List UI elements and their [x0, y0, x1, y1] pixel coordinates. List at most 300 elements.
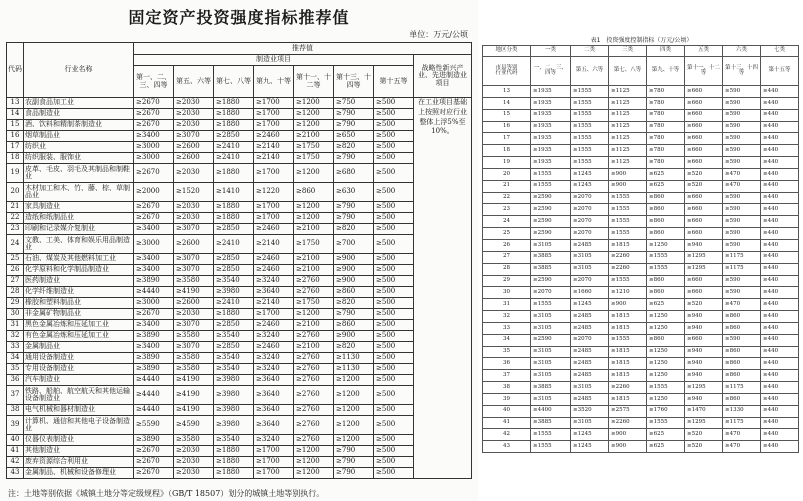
table-row: [483, 109, 799, 121]
class-value: ≥440: [761, 145, 799, 157]
header-class: 四类: [647, 46, 685, 57]
industry-name: 纺织服装、服饰业: [24, 153, 134, 164]
class-value: ≥1175: [723, 382, 761, 394]
header-class: 二类: [571, 46, 609, 57]
class-value: ≥940: [685, 358, 723, 370]
tier-value: ≥680: [334, 164, 374, 183]
class-value: ≥1935: [531, 109, 571, 121]
industry-code: 35: [483, 346, 531, 358]
tier-value: ≥3240: [254, 331, 294, 342]
tier-value: ≥2760: [294, 435, 334, 446]
class-value: ≥1815: [609, 346, 647, 358]
table-row: [483, 263, 799, 275]
tier-value: ≥4590: [174, 416, 214, 435]
industry-code: 14: [483, 97, 531, 109]
class-value: ≥860: [647, 204, 685, 216]
class-value: ≥1125: [609, 121, 647, 133]
industry-name: 汽车制造业: [24, 375, 134, 386]
tier-value: ≥2100: [294, 320, 334, 331]
tier-value: ≥1200: [294, 457, 334, 468]
tier-value: ≥4190: [174, 405, 214, 416]
class-value: ≥780: [647, 157, 685, 169]
class-value: ≥2070: [571, 334, 609, 346]
tier-value: ≥3980: [214, 287, 254, 298]
class-value: ≥2485: [571, 358, 609, 370]
industry-code: 40: [7, 435, 24, 446]
class-value: ≥470: [723, 441, 761, 453]
industry-code: 39: [483, 393, 531, 405]
tier-value: ≥2460: [254, 265, 294, 276]
table-row: [483, 168, 799, 180]
table-row: [7, 342, 472, 353]
tier-value: ≥2030: [174, 468, 214, 479]
table-row: [483, 204, 799, 216]
table-row: [483, 441, 799, 453]
class-value: ≥590: [723, 157, 761, 169]
tier-value: ≥700: [334, 235, 374, 254]
tier-value: ≥2760: [294, 375, 334, 386]
industry-code: 13: [7, 98, 24, 109]
class-value: ≥860: [647, 216, 685, 228]
industry-code: 20: [7, 183, 24, 202]
tier-value: ≥1700: [254, 309, 294, 320]
industry-name: 通用设备制造业: [24, 353, 134, 364]
class-value: ≥1125: [609, 133, 647, 145]
tier-value: ≥3070: [174, 224, 214, 235]
tier-value: ≥1880: [214, 98, 254, 109]
header-industry: 行业名称: [24, 43, 134, 98]
class-value: ≥520: [685, 168, 723, 180]
tier-value: ≥500: [374, 164, 414, 183]
table-row: [483, 216, 799, 228]
header-tier: 第十三、十四等: [334, 66, 374, 98]
tier-value: ≥1200: [294, 120, 334, 131]
class-value: ≥660: [685, 204, 723, 216]
class-value: ≥1125: [609, 157, 647, 169]
tier-value: ≥500: [374, 254, 414, 265]
class-value: ≥660: [685, 275, 723, 287]
tier-value: ≥3240: [254, 276, 294, 287]
class-value: ≥1815: [609, 311, 647, 323]
industry-name: 石油、煤炭及其他燃料加工业: [24, 254, 134, 265]
industry-name: 金属制品、机械和设备修理业: [24, 468, 134, 479]
industry-code: 14: [7, 109, 24, 120]
tier-value: ≥500: [374, 131, 414, 142]
class-value: ≥1250: [647, 346, 685, 358]
tier-value: ≥500: [374, 364, 414, 375]
industry-code: 26: [7, 265, 24, 276]
class-value: ≥440: [761, 216, 799, 228]
class-value: ≥900: [609, 180, 647, 192]
class-value: ≥1250: [647, 393, 685, 405]
class-value: ≥1555: [531, 168, 571, 180]
class-value: ≥1125: [609, 145, 647, 157]
control-index-body: [483, 86, 799, 453]
class-value: ≥940: [685, 239, 723, 251]
tier-value: ≥3580: [174, 276, 214, 287]
tier-value: ≥3070: [174, 320, 214, 331]
tier-value: ≥3240: [254, 364, 294, 375]
class-value: ≥1295: [685, 263, 723, 275]
class-value: ≥590: [723, 86, 761, 98]
tier-value: ≥3240: [254, 353, 294, 364]
tier-value: ≥1200: [294, 468, 334, 479]
industry-code: 29: [483, 275, 531, 287]
industry-name: 有色金属冶炼和压延加工业: [24, 331, 134, 342]
industry-name: 木材加工和木、竹、藤、棕、草制品业: [24, 183, 134, 202]
class-value: ≥1815: [609, 239, 647, 251]
tier-value: ≥3540: [214, 276, 254, 287]
class-value: ≥440: [761, 358, 799, 370]
class-value: ≥2485: [571, 370, 609, 382]
table-row: [7, 120, 472, 131]
industry-code: 23: [483, 204, 531, 216]
tier-value: ≥2600: [174, 142, 214, 153]
table-row: [483, 370, 799, 382]
tier-value: ≥1220: [254, 183, 294, 202]
tier-value: ≥860: [334, 287, 374, 298]
industry-name: 医药制造业: [24, 276, 134, 287]
tier-value: ≥2030: [174, 109, 214, 120]
tier-value: ≥1750: [294, 235, 334, 254]
table-row: [483, 311, 799, 323]
unit-label: 单位：万元/公顷: [409, 30, 468, 39]
class-value: ≥2590: [531, 216, 571, 228]
tier-value: ≥3580: [174, 353, 214, 364]
industry-code: 30: [7, 309, 24, 320]
table-row: [7, 164, 472, 183]
header-class: 五类: [685, 46, 723, 57]
tier-value: ≥2140: [254, 235, 294, 254]
class-value: ≥900: [609, 429, 647, 441]
industry-name: 其他制造业: [24, 446, 134, 457]
industry-code: 19: [7, 164, 24, 183]
class-value: ≥590: [723, 275, 761, 287]
industry-name: 农副食品加工业: [24, 98, 134, 109]
class-value: ≥3105: [571, 382, 609, 394]
industry-name: 酒、饮料和精制茶制造业: [24, 120, 134, 131]
tier-value: ≥3980: [214, 416, 254, 435]
industry-name: 废弃资源综合利用业: [24, 457, 134, 468]
class-value: ≥1125: [609, 109, 647, 121]
header-class: 七类: [761, 46, 799, 57]
tier-value: ≥3070: [174, 131, 214, 142]
class-value: ≥440: [761, 192, 799, 204]
tier-value: ≥3640: [254, 287, 294, 298]
tier-value: ≥1200: [294, 213, 334, 224]
class-value: ≥590: [723, 109, 761, 121]
industry-code: 38: [7, 405, 24, 416]
class-value: ≥860: [647, 275, 685, 287]
table-row: [483, 192, 799, 204]
class-value: ≥2590: [531, 228, 571, 240]
tier-value: ≥2100: [294, 342, 334, 353]
tier-value: ≥3580: [174, 331, 214, 342]
tier-value: ≥2760: [294, 386, 334, 405]
class-value: ≥440: [761, 287, 799, 299]
recommended-values-table: [6, 42, 472, 479]
tier-value: ≥2460: [254, 320, 294, 331]
tier-value: ≥2760: [294, 276, 334, 287]
tier-value: ≥820: [334, 342, 374, 353]
table-row: [7, 142, 472, 153]
industry-code: 36: [483, 358, 531, 370]
tier-value: ≥3000: [134, 298, 174, 309]
industry-name: 家具制造业: [24, 202, 134, 213]
tier-value: ≥860: [294, 183, 334, 202]
class-value: ≥440: [761, 180, 799, 192]
class-value: ≥1210: [609, 287, 647, 299]
tier-value: ≥500: [374, 331, 414, 342]
tier-value: ≥3400: [134, 254, 174, 265]
tier-value: ≥3540: [214, 353, 254, 364]
class-value: ≥1125: [609, 97, 647, 109]
industry-code: 25: [483, 228, 531, 240]
tier-value: ≥2030: [174, 213, 214, 224]
tier-value: ≥900: [334, 265, 374, 276]
class-value: ≥780: [647, 97, 685, 109]
industry-code: 43: [483, 441, 531, 453]
class-value: ≥440: [761, 239, 799, 251]
table-row: [7, 109, 472, 120]
table-row: [483, 334, 799, 346]
class-value: ≥860: [647, 334, 685, 346]
tier-value: ≥4440: [134, 375, 174, 386]
industry-name: 计算机、通信和其他电子设备制造业: [24, 416, 134, 435]
class-value: ≥2485: [571, 311, 609, 323]
table-row: [7, 457, 472, 468]
class-value: ≥1295: [685, 417, 723, 429]
tier-value: ≥1750: [294, 142, 334, 153]
tier-value: ≥1700: [254, 213, 294, 224]
tier-value: ≥3640: [254, 405, 294, 416]
industry-code: 32: [7, 331, 24, 342]
class-value: ≥440: [761, 86, 799, 98]
class-value: ≥1555: [571, 86, 609, 98]
class-value: ≥1555: [647, 382, 685, 394]
tier-value: ≥2600: [174, 235, 214, 254]
class-value: ≥900: [609, 168, 647, 180]
industry-code: 34: [7, 353, 24, 364]
control-index-panel: [480, 0, 803, 501]
tier-value: ≥3070: [174, 254, 214, 265]
class-value: ≥3105: [571, 263, 609, 275]
tier-value: ≥790: [334, 446, 374, 457]
tier-value: ≥3980: [214, 405, 254, 416]
tier-value: ≥2850: [214, 265, 254, 276]
class-value: ≥860: [647, 287, 685, 299]
class-value: ≥2260: [609, 382, 647, 394]
recommended-values-body: [7, 98, 472, 479]
tier-value: ≥2030: [174, 120, 214, 131]
tier-value: ≥500: [374, 446, 414, 457]
industry-name: 仪器仪表制造业: [24, 435, 134, 446]
class-value: ≥440: [761, 441, 799, 453]
industry-code: 29: [7, 298, 24, 309]
tier-value: ≥500: [374, 153, 414, 164]
class-value: ≥440: [761, 429, 799, 441]
industry-code: 16: [483, 121, 531, 133]
table-row: [7, 224, 472, 235]
tier-value: ≥1200: [294, 202, 334, 213]
class-value: ≥520: [685, 441, 723, 453]
tier-value: ≥2760: [294, 353, 334, 364]
table-row: [483, 287, 799, 299]
industry-code: 35: [7, 364, 24, 375]
class-value: ≥1555: [531, 299, 571, 311]
header-code-label: 行业代码: [495, 70, 518, 76]
industry-name: 印刷和记录媒介复制业: [24, 224, 134, 235]
class-value: ≥660: [685, 157, 723, 169]
industry-code: 28: [483, 263, 531, 275]
tier-value: ≥500: [374, 386, 414, 405]
table-row: [7, 276, 472, 287]
class-value: ≥1175: [723, 251, 761, 263]
tier-value: ≥4190: [174, 375, 214, 386]
tier-value: ≥2410: [214, 142, 254, 153]
class-value: ≥1555: [609, 204, 647, 216]
class-value: ≥860: [647, 192, 685, 204]
tier-value: ≥1880: [214, 468, 254, 479]
tier-value: ≥500: [374, 416, 414, 435]
page-title: 固定资产投资强度指标推荐值: [128, 8, 350, 27]
tier-value: ≥1410: [214, 183, 254, 202]
class-value: ≥860: [723, 346, 761, 358]
tier-value: ≥820: [334, 142, 374, 153]
table-row: [7, 265, 472, 276]
class-value: ≥625: [647, 441, 685, 453]
tier-value: ≥2030: [174, 457, 214, 468]
class-value: ≥1245: [571, 180, 609, 192]
industry-code: 17: [7, 142, 24, 153]
tier-value: ≥1200: [334, 386, 374, 405]
class-value: ≥625: [647, 168, 685, 180]
table-row: [483, 180, 799, 192]
tier-value: ≥4440: [134, 386, 174, 405]
tier-value: ≥500: [374, 309, 414, 320]
class-value: ≥440: [761, 382, 799, 394]
header-tier: 第五、六等: [571, 57, 609, 86]
tier-value: ≥1700: [254, 164, 294, 183]
class-value: ≥1555: [609, 334, 647, 346]
industry-code: 18: [483, 145, 531, 157]
control-table-title: 表1 投资强度控制指标（万元/公顷）: [590, 37, 693, 44]
tier-value: ≥2410: [214, 235, 254, 254]
industry-code: 26: [483, 239, 531, 251]
tier-value: ≥900: [334, 254, 374, 265]
header-tier: 第十一、十二等: [294, 66, 334, 98]
class-value: ≥1295: [685, 251, 723, 263]
class-value: ≥660: [685, 121, 723, 133]
table-row: [7, 131, 472, 142]
tier-value: ≥2140: [254, 142, 294, 153]
class-value: ≥590: [723, 204, 761, 216]
table-row: [7, 416, 472, 435]
tier-value: ≥1700: [254, 468, 294, 479]
tier-value: ≥2600: [174, 153, 214, 164]
table-row: [7, 202, 472, 213]
class-value: ≥1555: [571, 157, 609, 169]
class-value: ≥440: [761, 263, 799, 275]
tier-value: ≥2460: [254, 342, 294, 353]
header-tier: 第十五等: [761, 57, 799, 86]
class-value: ≥1555: [571, 121, 609, 133]
class-value: ≥940: [685, 393, 723, 405]
class-value: ≥3885: [531, 263, 571, 275]
table-row: [7, 287, 472, 298]
tier-value: ≥1200: [294, 109, 334, 120]
class-value: ≥625: [647, 299, 685, 311]
tier-value: ≥1700: [254, 457, 294, 468]
tier-value: ≥500: [374, 120, 414, 131]
class-value: ≥440: [761, 334, 799, 346]
class-value: ≥1760: [647, 405, 685, 417]
industry-name: 橡胶和塑料制品业: [24, 298, 134, 309]
table-row: [7, 254, 472, 265]
tier-value: ≥3540: [214, 331, 254, 342]
table-row: [7, 375, 472, 386]
tier-value: ≥3890: [134, 331, 174, 342]
tier-value: ≥500: [374, 213, 414, 224]
tier-value: ≥790: [334, 153, 374, 164]
class-value: ≥780: [647, 121, 685, 133]
industry-code: 34: [483, 334, 531, 346]
table-row: [7, 446, 472, 457]
class-value: ≥625: [647, 429, 685, 441]
tier-value: ≥790: [334, 120, 374, 131]
table-row: [7, 353, 472, 364]
tier-value: ≥500: [374, 202, 414, 213]
footnote: 注：土地等别依据《城镇土地分等定级规程》（GB/T 18507）划分的城镇土地等别执行。: [8, 489, 325, 498]
class-value: ≥470: [723, 168, 761, 180]
class-value: ≥1125: [609, 86, 647, 98]
class-value: ≥660: [685, 192, 723, 204]
class-value: ≥940: [685, 311, 723, 323]
class-value: ≥470: [723, 180, 761, 192]
class-value: ≥3520: [571, 405, 609, 417]
class-value: ≥1815: [609, 358, 647, 370]
class-value: ≥1175: [723, 417, 761, 429]
class-value: ≥2485: [571, 239, 609, 251]
industry-name: 电气机械和器材制造业: [24, 405, 134, 416]
table-row: [7, 213, 472, 224]
tier-value: ≥3640: [254, 386, 294, 405]
table-row: [7, 386, 472, 405]
tier-value: ≥500: [374, 183, 414, 202]
industry-code: 41: [7, 446, 24, 457]
class-value: ≥625: [647, 180, 685, 192]
industry-code: 32: [483, 311, 531, 323]
class-value: ≥2590: [531, 334, 571, 346]
table-row: [483, 417, 799, 429]
tier-value: ≥2100: [294, 254, 334, 265]
tier-value: ≥1700: [254, 109, 294, 120]
tier-value: ≥3000: [134, 142, 174, 153]
header-industry-code: [483, 57, 531, 86]
industry-code: 42: [7, 457, 24, 468]
tier-value: ≥2460: [254, 224, 294, 235]
industry-code: 16: [7, 131, 24, 142]
class-value: ≥860: [723, 322, 761, 334]
class-value: ≥900: [609, 299, 647, 311]
header-manufacturing: 制造业项目: [134, 55, 414, 66]
class-value: ≥780: [647, 145, 685, 157]
class-value: ≥860: [723, 358, 761, 370]
class-value: ≥440: [761, 157, 799, 169]
industry-code: 25: [7, 254, 24, 265]
class-value: ≥1935: [531, 97, 571, 109]
tier-value: ≥500: [374, 298, 414, 309]
